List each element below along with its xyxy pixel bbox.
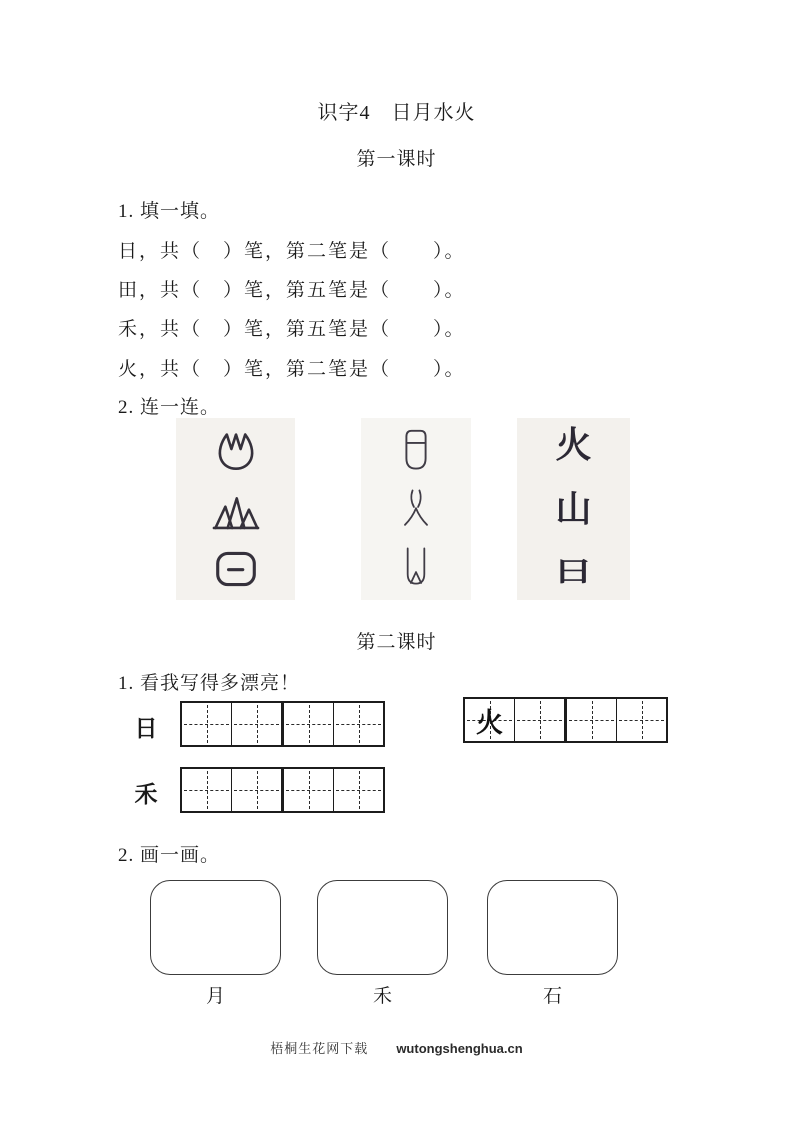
drawing-box-label-moon: 月 (205, 986, 225, 1007)
handwriting-question-label: 1. 看我写得多漂亮！ (118, 673, 301, 694)
oracle-sun-pictograph-icon (212, 548, 260, 590)
grid-label-ri: 日 (134, 716, 158, 741)
bronze-sun-pictograph-icon (400, 427, 432, 473)
oracle-mountain-pictograph-icon (209, 493, 263, 531)
page-title: 识字4 日月水火 (317, 102, 476, 124)
fill-in-item-he: 禾，共（ ）笔，第五笔是（ ）。 (118, 319, 466, 340)
tianzige-cell (465, 699, 515, 741)
character-mountain: 山 (555, 488, 592, 529)
drawing-question-label: 2. 画一画。 (118, 845, 221, 866)
tianzige-cell (567, 699, 617, 741)
footer (0, 1038, 793, 1057)
tianzige-cell (617, 699, 666, 741)
tianzige-cell (284, 703, 334, 745)
character-sun: 日 (553, 557, 594, 587)
fill-in-item-ri: 日，共（ ）笔，第二笔是（ ）。 (118, 241, 466, 262)
tianzige-grid-he (180, 767, 385, 813)
drawing-box-moon (150, 880, 281, 975)
tianzige-grid-ri (180, 701, 385, 747)
tianzige-cell (334, 703, 383, 745)
pictograph-column-1 (176, 418, 295, 600)
drawing-box-label-grain: 禾 (372, 986, 392, 1007)
fill-in-question-label: 1. 填一填。 (118, 201, 221, 222)
tianzige-cell (334, 769, 383, 811)
character-column (517, 418, 630, 600)
tianzige-grid-huo (463, 697, 668, 743)
grid-label-he: 禾 (134, 782, 158, 807)
drawing-box-stone (487, 880, 618, 975)
lesson-two-heading: 第二课时 (356, 632, 437, 653)
matching-question-label: 2. 连一连。 (118, 397, 221, 418)
bronze-mountain-pictograph-icon (400, 544, 432, 590)
pictograph-column-2 (361, 418, 471, 600)
bronze-fire-pictograph-icon (397, 487, 435, 531)
fill-in-item-huo: 火，共（ ）笔，第二笔是（ ）。 (118, 359, 466, 380)
oracle-fire-pictograph-icon (213, 427, 259, 475)
footer-site-name: 梧桐生花网下载 (270, 1041, 369, 1056)
model-character-huo: 火 (476, 707, 503, 738)
lesson-one-heading: 第一课时 (356, 149, 437, 170)
fill-in-item-tian: 田，共（ ）笔，第五笔是（ ）。 (118, 280, 466, 301)
footer-site-url: wutongshenghua.cn (396, 1041, 523, 1056)
tianzige-cell (232, 703, 284, 745)
character-fire: 火 (555, 425, 592, 465)
tianzige-cell (232, 769, 284, 811)
tianzige-cell (284, 769, 334, 811)
tianzige-cell (182, 703, 232, 745)
tianzige-cell (182, 769, 232, 811)
drawing-box-grain (317, 880, 448, 975)
drawing-box-label-stone: 石 (542, 986, 562, 1007)
tianzige-cell (515, 699, 567, 741)
